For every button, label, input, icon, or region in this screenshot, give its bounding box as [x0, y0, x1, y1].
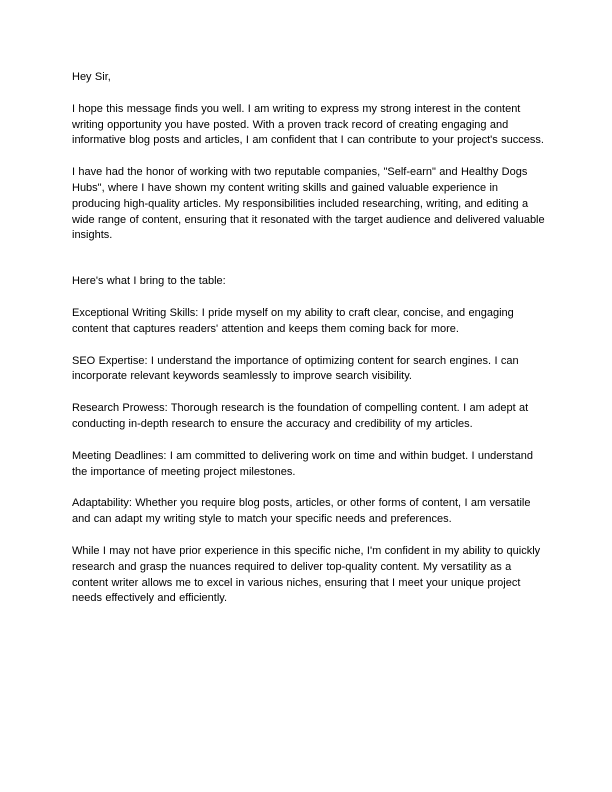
paragraph-adaptability: Adaptability: Whether you require blog posts, articles, or other forms of content, I am versatile and can adapt my writing style to match your specific needs and preferences.: [72, 497, 534, 526]
paragraph-table-lead-in: Here's what I bring to the table:: [72, 275, 226, 288]
paragraph-writing-skills: Exceptional Writing Skills: I pride myself on my ability to craft clear, concise, and engaging content that captures readers' attention and keeps them coming back for more.: [72, 306, 518, 335]
paragraph-seo-expertise: SEO Expertise: I understand the importance of optimizing content for search engines. I can incorporate relevant keywords seamlessly to improve search visibility.: [72, 354, 522, 383]
paragraph-meeting-deadlines: Meeting Deadlines: I am committed to delivering work on time and within budget. I understand the importance of meeting project milestones.: [72, 449, 537, 478]
greeting-line: Hey Sir,: [72, 71, 111, 83]
paragraph-research-prowess: Research Prowess: Thorough research is the foundation of compelling content. I am adept at conducting in-depth research to ensure the accuracy and credibility of my articles.: [72, 402, 532, 430]
paragraph-intro: I hope this message finds you well. I am writing to express my strong interest in the content writing opportunity you have posted. With a proven track record of creating engaging and informative blog posts and articles, I am confident that I can contribute to your project's success.: [72, 102, 544, 147]
paragraph-closing: While I may not have prior experience in this specific niche, I'm confident in my ability to quickly research and grasp the nuances required to deliver top-quality content. My versatility as a content writer allows me to excel in various niches, ensuring that I meet your unique project needs effectively and efficiently.: [72, 544, 544, 605]
paragraph-experience: I have had the honor of working with two reputable companies, "Self-earn" and Healthy Dogs Hubs", where I have shown my content writing skills and gained valuable experience in producing high-quality articles. My responsibilities included researching, writing, and editing a wide range of content, ensuring that it resonated with the target audience and delivered valuable insights.: [72, 166, 548, 242]
letter-body: [72, 70, 546, 607]
